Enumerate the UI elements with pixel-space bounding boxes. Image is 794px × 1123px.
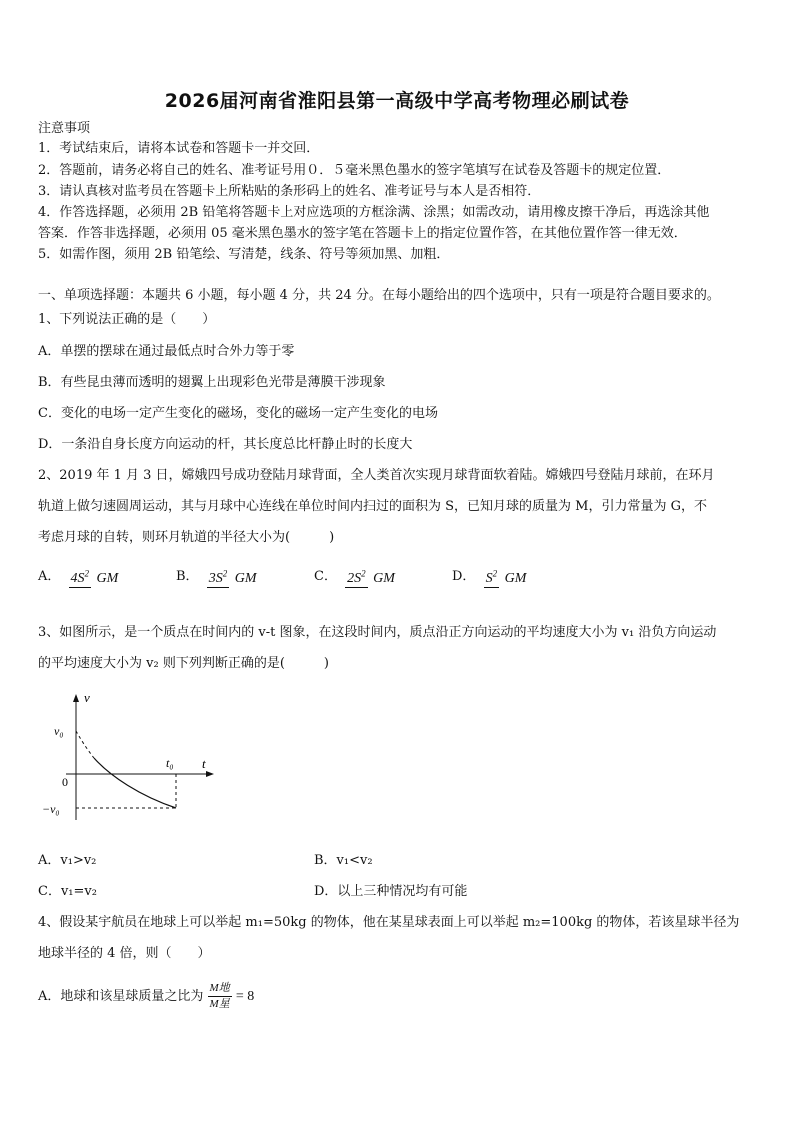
origin-label: 0 xyxy=(62,775,68,789)
q2-option-c-fraction xyxy=(345,566,397,588)
q3-line-1: 3、如图所示，是一个质点在时间内的 v-t 图象，在这段时间内，质点沿正方向运动的平均速度大小为 v₁ 沿负方向运动 xyxy=(38,625,717,640)
q2-option-b-numerator: 3S xyxy=(208,571,223,587)
q2-line-2: 轨道上做匀速圆周运动，其与月球中心连线在单位时间内扫过的面积为 S，已知月球的质量为 M，引力常量为 G，不 xyxy=(38,499,707,514)
q3-option-d: D．以上三种情况均有可能 xyxy=(314,884,468,899)
q3-option-b: B．v₁<v₂ xyxy=(314,853,373,868)
vt-graph xyxy=(40,688,240,828)
q2-option-b-fraction xyxy=(207,566,259,588)
v-axis-label: v xyxy=(84,690,90,705)
q4-line-2: 地球半径的 4 倍，则（ ） xyxy=(38,946,211,961)
q1-option-c: C．变化的电场一定产生变化的磁场，变化的磁场一定产生变化的电场 xyxy=(38,406,438,421)
q2-option-d xyxy=(452,565,528,587)
q4-line-1: 4、假设某宇航员在地球上可以举起 m₁=50kg 的物体，他在某星球表面上可以举起 m₂=100kg 的物体，若该星球半径为 xyxy=(38,915,740,930)
q1-option-a: A．单摆的摆球在通过最低点时合外力等于零 xyxy=(38,344,295,359)
q2-option-b xyxy=(176,565,258,587)
q4-option-a-denominator: M星 xyxy=(209,998,230,1010)
q2-option-b-denominator: GM xyxy=(234,571,257,587)
q2-option-a-numerator: 4S xyxy=(70,571,85,587)
curve-dashed-segment xyxy=(76,731,94,758)
q4-option-a-fraction xyxy=(208,982,232,1011)
t-axis-label: t xyxy=(202,756,206,771)
q1-stem: 1、下列说法正确的是（ ） xyxy=(38,312,216,327)
t-axis-arrow-icon xyxy=(206,771,214,777)
q2-option-a-denominator: GM xyxy=(96,571,119,587)
q2-option-c-exponent: 2 xyxy=(361,568,366,579)
page-title: 2026届河南省淮阳县第一高级中学高考物理必刷试卷 xyxy=(164,90,630,112)
q4-option-a-equals: = 8 xyxy=(235,989,255,1004)
q2-option-a-exponent: 2 xyxy=(84,568,90,579)
v0-label: v₀ xyxy=(54,724,64,738)
q3-option-a: A．v₁>v₂ xyxy=(38,853,97,868)
v-axis-arrow-icon xyxy=(73,694,79,702)
q2-option-d-denominator: GM xyxy=(504,571,527,587)
q2-option-d-label: D． xyxy=(452,569,476,584)
q1-option-d: D．一条沿自身长度方向运动的杆，其长度总比杆静止时的长度大 xyxy=(38,437,413,452)
q2-option-a-fraction xyxy=(69,566,121,588)
q2-option-c xyxy=(314,565,397,587)
notice-item-4-cont: 答案．作答非选择题，必须用 05 毫米黑色墨水的签字笔在答题卡上的指定位置作答，在其他位置作答一律无效． xyxy=(38,226,687,241)
q2-option-c-denominator: GM xyxy=(373,571,395,587)
q2-option-b-label: B． xyxy=(176,569,199,584)
q2-option-b-exponent: 2 xyxy=(222,568,228,579)
notice-item-1: 1．考试结束后，请将本试卷和答题卡一并交回． xyxy=(38,141,320,156)
q4-option-a xyxy=(38,982,254,1011)
q2-option-c-label: C． xyxy=(314,569,337,584)
q1-option-b: B．有些昆虫薄而透明的翅翼上出现彩色光带是薄膜干涉现象 xyxy=(38,375,386,390)
notice-item-4: 4．作答选择题，必须用 2B 铅笔将答题卡上对应选项的方框涂满、涂黑；如需改动，请用橡皮擦干净后，再选涂其他 xyxy=(38,205,710,220)
t0-label: t₀ xyxy=(166,756,174,770)
section-heading: 一、单项选择题：本题共 6 小题，每小题 4 分，共 24 分。在每小题给出的四个选项中，只有一项是符合题目要求的。 xyxy=(38,288,720,303)
notice-item-2: 2．答题前，请务必将自己的姓名、准考证号用０．５毫米黑色墨水的签字笔填写在试卷及答题卡的规定位置． xyxy=(38,163,671,178)
q4-option-a-text: A．地球和该星球质量之比为 xyxy=(38,989,204,1004)
q2-option-c-numerator: 2S xyxy=(347,571,362,587)
q2-line-1: 2、2019 年 1 月 3 日，嫦娥四号成功登陆月球背面，全人类首次实现月球背面软着陆。嫦娥四号登陆月球前，在环月 xyxy=(38,468,715,483)
notice-heading: 注意事项 xyxy=(38,121,91,136)
q2-option-a xyxy=(38,565,120,587)
notice-item-3: 3．请认真核对监考员在答题卡上所粘贴的条形码上的姓名、准考证号与本人是否相符． xyxy=(38,184,541,199)
notice-item-5: 5．如需作图，须用 2B 铅笔绘、写清楚，线条、符号等须加黑、加粗． xyxy=(38,247,450,262)
q2-option-d-fraction xyxy=(484,566,529,588)
q3-line-2: 的平均速度大小为 v₂ 则下列判断正确的是( ) xyxy=(38,656,329,671)
q2-option-a-label: A． xyxy=(38,569,61,584)
q2-option-d-exponent: 2 xyxy=(492,568,498,579)
q2-line-3: 考虑月球的自转，则环月轨道的半径大小为( ) xyxy=(38,530,335,545)
neg-v0-label: −v₀ xyxy=(42,802,60,816)
q2-option-d-numerator: S xyxy=(485,571,493,587)
q4-option-a-numerator: M地 xyxy=(208,982,232,997)
curve-solid-segment xyxy=(94,758,176,808)
q3-option-c: C．v₁=v₂ xyxy=(38,884,97,899)
